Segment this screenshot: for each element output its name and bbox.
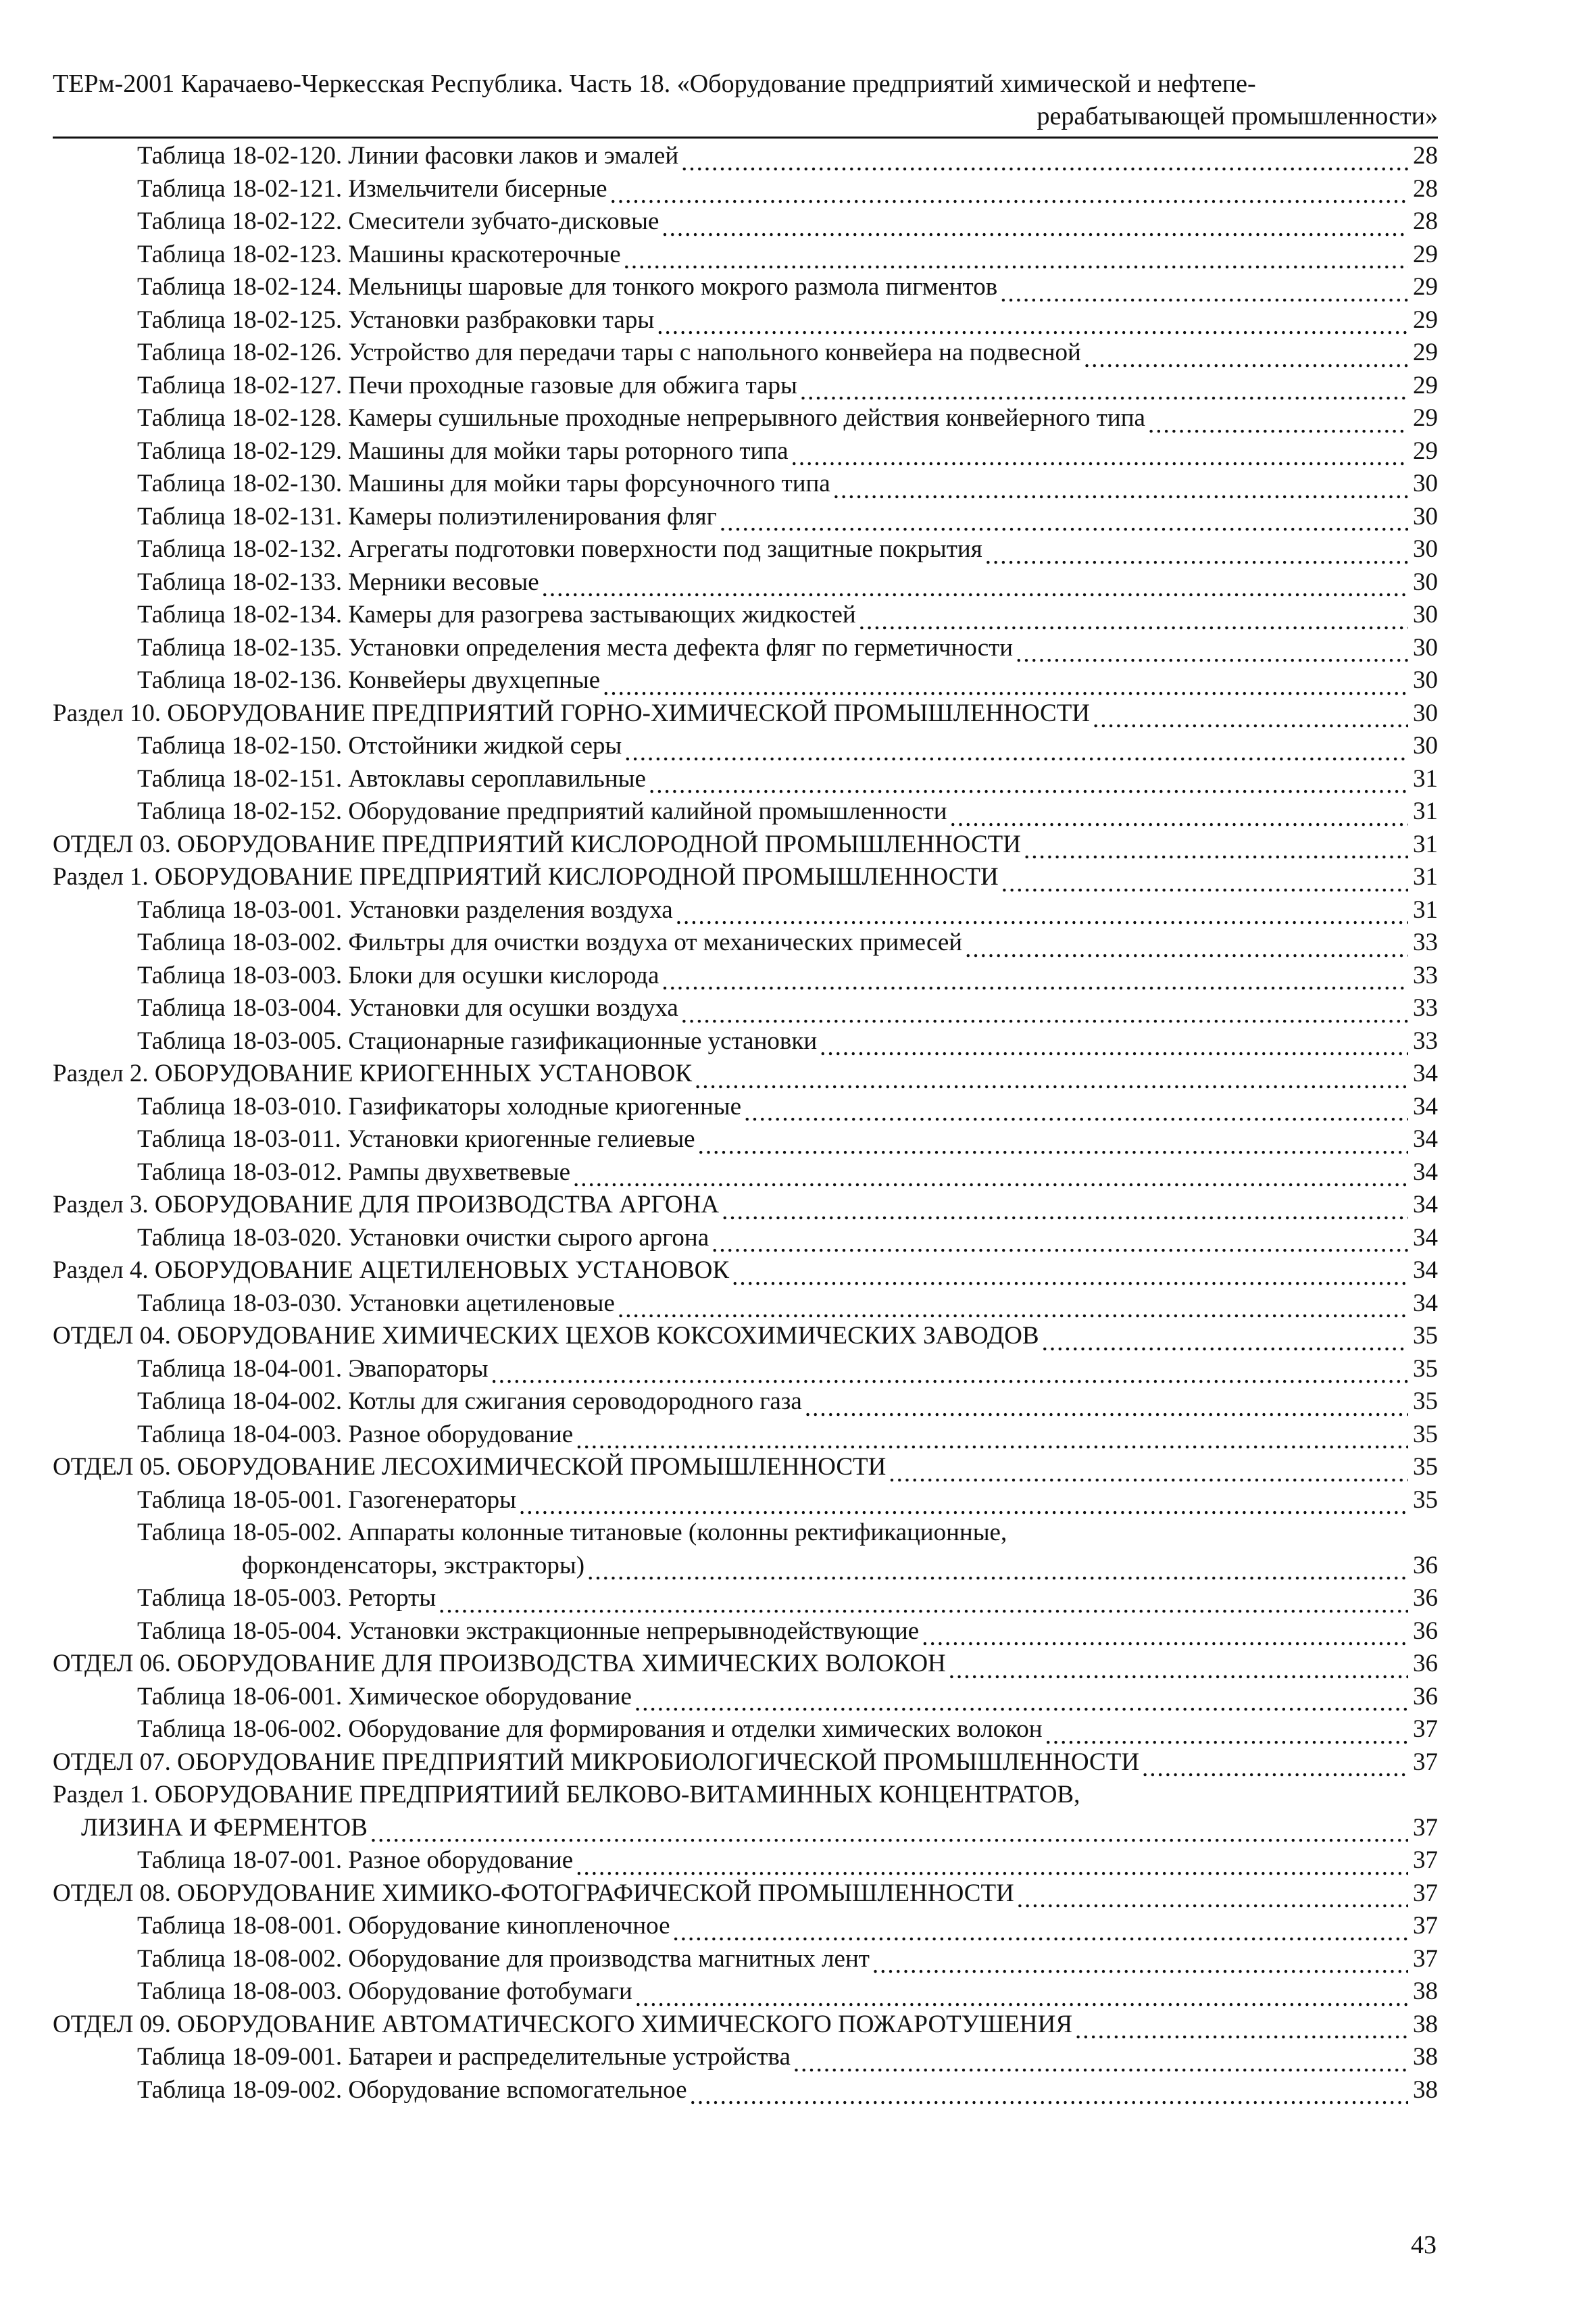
toc-entry-title: Таблица 18-02-152. Оборудование предприятий калийной промышленности [137, 797, 947, 825]
toc-entry-page: 37 [1413, 1912, 1438, 1940]
toc-dot-leader [1045, 1720, 1408, 1745]
toc-dot-leader [732, 1261, 1408, 1286]
toc-entry-title: Таблица 18-03-012. Рампы двухветвевые [137, 1158, 571, 1186]
toc-entry-page: 37 [1413, 1715, 1438, 1743]
toc-entry[interactable] [53, 697, 1438, 731]
toc-dot-leader [673, 1917, 1408, 1942]
toc-dot-leader [573, 1162, 1408, 1187]
toc-entry-title: Таблица 18-07-001. Разное оборудование [137, 1846, 574, 1874]
toc-entry-page: 33 [1413, 994, 1438, 1022]
toc-dot-leader [722, 1196, 1408, 1221]
toc-entry-page: 28 [1413, 142, 1438, 170]
toc-dot-leader [695, 1064, 1408, 1089]
toc-entry[interactable] [53, 927, 1438, 960]
running-header [53, 68, 1438, 132]
toc-entry-title: ЛИЗИНА И ФЕРМЕНТОВ [81, 1813, 368, 1842]
toc-entry-page: 30 [1413, 568, 1438, 596]
toc-entry-title: Таблица 18-05-002. Аппараты колонные титановые (колонны ректификационные, [137, 1519, 1007, 1546]
toc-dot-leader [833, 474, 1408, 499]
toc-dot-leader [744, 1097, 1408, 1122]
toc-entry-title: Раздел 1. ОБОРУДОВАНИЕ ПРЕДПРИЯТИИЙ БЕЛКОВО-ВИТАМИННЫХ КОНЦЕНТРАТОВ, [53, 1781, 1080, 1808]
toc-entry-page: 37 [1413, 1748, 1438, 1776]
toc-entry-title: Таблица 18-02-136. Конвейеры двухцепные [137, 666, 601, 694]
toc-entry-title: ОТДЕЛ 08. ОБОРУДОВАНИЕ ХИМИКО-ФОТОГРАФИЧЕСКОЙ ПРОМЫШЛЕННОСТИ [53, 1879, 1014, 1907]
toc-entry-page: 38 [1413, 2075, 1438, 2104]
toc-entry-title: Таблица 18-03-003. Блоки для осушки кислорода [137, 961, 659, 989]
toc-entry-title: ОТДЕЛ 06. ОБОРУДОВАНИЕ ДЛЯ ПРОИЗВОДСТВА ХИМИЧЕСКИХ ВОЛОКОН [53, 1650, 946, 1677]
toc-entry-page: 33 [1413, 1027, 1438, 1055]
toc-entry-title: Таблица 18-02-135. Установки определения места дефекта фляг по герметичности [137, 633, 1014, 662]
toc-dot-leader [805, 1392, 1408, 1417]
toc-entry[interactable] [53, 861, 1438, 894]
toc-entry-page: 30 [1413, 732, 1438, 760]
toc-entry[interactable] [53, 173, 1438, 206]
toc-entry[interactable] [53, 894, 1438, 927]
toc-dot-leader [624, 245, 1408, 270]
toc-entry-page: 29 [1413, 437, 1438, 465]
toc-dot-leader [681, 999, 1408, 1024]
toc-entry-page: 31 [1413, 830, 1438, 858]
toc-dot-leader [791, 441, 1408, 466]
toc-entry[interactable] [53, 1091, 1438, 1124]
toc-dot-leader [820, 1031, 1408, 1056]
toc-entry-title: Таблица 18-02-123. Машины краскотерочные [137, 240, 621, 268]
toc-dot-leader [1148, 409, 1408, 434]
table-of-contents [53, 140, 1438, 2107]
toc-entry-page: 31 [1413, 895, 1438, 924]
toc-entry[interactable] [53, 370, 1438, 403]
toc-dot-leader [618, 1294, 1408, 1319]
toc-entry[interactable] [53, 763, 1438, 796]
toc-entry[interactable] [53, 795, 1438, 829]
page-number: 43 [1411, 2231, 1437, 2259]
header-line-2: рерабатывающей промышленности» [1037, 102, 1438, 130]
toc-entry[interactable] [53, 1844, 1438, 1877]
toc-entry-page: 35 [1413, 1420, 1438, 1448]
toc-entry-page: 33 [1413, 929, 1438, 956]
toc-entry-page: 34 [1413, 1125, 1438, 1153]
toc-entry[interactable] [53, 960, 1438, 993]
toc-dot-leader [1084, 343, 1408, 368]
toc-dot-leader [712, 1228, 1408, 1253]
toc-entry[interactable] [53, 1517, 1438, 1550]
toc-dot-leader [985, 540, 1408, 565]
toc-entry-page: 34 [1413, 1060, 1438, 1087]
toc-dot-leader [587, 1556, 1408, 1581]
toc-entry[interactable] [53, 2009, 1438, 2042]
toc-entry[interactable] [53, 1025, 1438, 1058]
toc-dot-leader [610, 179, 1408, 204]
toc-dot-leader [800, 376, 1408, 401]
toc-dot-leader [634, 1687, 1408, 1712]
toc-entry-title: ОТДЕЛ 09. ОБОРУДОВАНИЕ АВТОМАТИЧЕСКОГО ХИМИЧЕСКОГО ПОЖАРОТУШЕНИЯ [53, 2010, 1073, 2038]
toc-dot-leader [872, 1949, 1408, 1974]
toc-entry[interactable] [53, 1550, 1438, 1583]
toc-entry-page: 36 [1413, 1584, 1438, 1612]
toc-entry[interactable] [53, 1746, 1438, 1779]
toc-entry-page: 37 [1413, 1879, 1438, 1907]
toc-entry-title: Таблица 18-03-030. Установки ацетиленовые [137, 1289, 615, 1317]
toc-entry[interactable] [53, 1877, 1438, 1911]
toc-entry[interactable] [53, 1713, 1438, 1746]
toc-entry[interactable] [53, 140, 1438, 173]
header-rule [53, 137, 1438, 139]
toc-dot-leader [576, 1425, 1408, 1450]
toc-entry-page: 34 [1413, 1158, 1438, 1186]
toc-entry[interactable] [53, 1975, 1438, 2009]
toc-entry-title: Раздел 2. ОБОРУДОВАНИЕ КРИОГЕННЫХ УСТАНОВОК [53, 1060, 693, 1087]
toc-dot-leader [698, 1130, 1408, 1155]
toc-entry-page: 34 [1413, 1256, 1438, 1284]
toc-entry-title: Таблица 18-02-133. Мерники весовые [137, 568, 539, 596]
toc-entry-title: Таблица 18-02-127. Печи проходные газовые для обжига тары [137, 371, 797, 399]
toc-entry-page: 34 [1413, 1191, 1438, 1218]
toc-entry-page: 30 [1413, 535, 1438, 563]
toc-entry-title: Таблица 18-08-001. Оборудование кинопленочное [137, 1912, 670, 1940]
toc-dot-leader [635, 1982, 1408, 2007]
toc-entry-page: 33 [1413, 961, 1438, 989]
toc-entry[interactable] [53, 1451, 1438, 1484]
toc-entry-title: Таблица 18-03-010. Газификаторы холодные криогенные [137, 1092, 742, 1121]
toc-entry-title: Таблица 18-05-004. Установки экстракционные непрерывнодействующие [137, 1617, 920, 1645]
toc-entry-title: Таблица 18-03-020. Установки очистки сырого аргона [137, 1223, 709, 1252]
toc-entry-title: Таблица 18-03-004. Установки для осушки воздуха [137, 994, 678, 1022]
toc-dot-leader [1075, 2015, 1408, 2040]
toc-dot-leader [1042, 1327, 1408, 1352]
toc-entry[interactable] [53, 1189, 1438, 1222]
toc-entry-title: ОТДЕЛ 05. ОБОРУДОВАНИЕ ЛЕСОХИМИЧЕСКОЙ ПРОМЫШЛЕННОСТИ [53, 1453, 887, 1481]
toc-entry-title: Таблица 18-02-131. Камеры полиэтиленирования фляг [137, 502, 717, 531]
toc-entry-title: Таблица 18-06-002. Оборудование для формирования и отделки химических волокон [137, 1715, 1043, 1743]
toc-dot-leader [576, 1851, 1408, 1876]
toc-entry-title: Таблица 18-05-001. Газогенераторы [137, 1485, 517, 1514]
toc-entry-page: 34 [1413, 1289, 1438, 1317]
toc-entry[interactable] [53, 1812, 1438, 1845]
toc-entry[interactable] [53, 1582, 1438, 1615]
toc-entry[interactable] [53, 1419, 1438, 1452]
toc-dot-leader [1093, 704, 1408, 729]
toc-entry-page: 35 [1413, 1354, 1438, 1383]
toc-entry-title: ОТДЕЛ 03. ОБОРУДОВАНИЕ ПРЕДПРИЯТИЙ КИСЛОРОДНОЙ ПРОМЫШЛЕННОСТИ [53, 830, 1021, 858]
toc-entry-title: Таблица 18-02-130. Машины для мойки тары форсуночного типа [137, 470, 830, 497]
toc-dot-leader [491, 1359, 1408, 1384]
toc-entry[interactable] [53, 2074, 1438, 2107]
toc-entry[interactable] [53, 1123, 1438, 1156]
toc-entry-title: Таблица 18-08-002. Оборудование для производства магнитных лент [137, 1944, 870, 1973]
toc-entry-title: Таблица 18-02-121. Измельчители бисерные [137, 174, 607, 203]
toc-entry-title: ОТДЕЛ 04. ОБОРУДОВАНИЕ ХИМИЧЕСКИХ ЦЕХОВ КОКСОХИМИЧЕСКИХ ЗАВОДОВ [53, 1322, 1039, 1350]
toc-entry[interactable] [53, 1058, 1438, 1091]
toc-entry[interactable] [53, 1779, 1438, 1812]
toc-dot-leader [1000, 278, 1408, 303]
toc-entry-page: 28 [1413, 207, 1438, 235]
toc-dot-leader [662, 212, 1408, 237]
toc-dot-leader [649, 769, 1408, 794]
toc-dot-leader [690, 2080, 1408, 2105]
toc-entry-title: Таблица 18-05-003. Реторты [137, 1584, 437, 1612]
toc-entry[interactable] [53, 337, 1438, 370]
toc-entry-page: 30 [1413, 502, 1438, 531]
toc-entry[interactable] [53, 1681, 1438, 1714]
toc-entry-page: 35 [1413, 1453, 1438, 1481]
toc-entry[interactable] [53, 1254, 1438, 1287]
toc-entry-page: 30 [1413, 666, 1438, 694]
toc-entry-title: Таблица 18-03-011. Установки криогенные гелиевые [137, 1125, 695, 1153]
toc-entry-page: 34 [1413, 1223, 1438, 1252]
toc-entry[interactable] [53, 599, 1438, 632]
toc-entry[interactable] [53, 1353, 1438, 1386]
toc-entry-title: Таблица 18-02-124. Мельницы шаровые для тонкого мокрого размола пигментов [137, 273, 998, 301]
toc-entry-page: 31 [1413, 764, 1438, 793]
toc-dot-leader [889, 1458, 1408, 1483]
toc-dot-leader [370, 1818, 1408, 1843]
toc-dot-leader [519, 1490, 1408, 1515]
toc-entry-title: Таблица 18-02-150. Отстойники жидкой серы [137, 732, 622, 760]
toc-entry[interactable] [53, 1222, 1438, 1255]
toc-entry-page: 35 [1413, 1387, 1438, 1415]
toc-entry[interactable] [53, 1287, 1438, 1321]
toc-dot-leader [624, 737, 1408, 762]
toc-entry-title: Таблица 18-04-002. Котлы для сжигания сероводородного газа [137, 1387, 802, 1415]
toc-entry-page: 29 [1413, 240, 1438, 268]
toc-entry-page: 29 [1413, 339, 1438, 366]
toc-dot-leader [793, 2048, 1408, 2073]
toc-entry-page: 36 [1413, 1551, 1438, 1579]
toc-dot-leader [1017, 1884, 1408, 1909]
toc-dot-leader [1016, 638, 1408, 663]
toc-entry[interactable] [53, 239, 1438, 272]
toc-entry[interactable] [53, 664, 1438, 697]
toc-entry-page: 34 [1413, 1092, 1438, 1121]
toc-entry[interactable] [53, 533, 1438, 566]
toc-entry-title: Таблица 18-02-151. Автоклавы сероплавильные [137, 764, 646, 793]
toc-entry-title: Таблица 18-04-003. Разное оборудование [137, 1420, 574, 1448]
toc-entry-page: 30 [1413, 470, 1438, 497]
toc-entry-page: 29 [1413, 305, 1438, 334]
toc-entry-title: Таблица 18-02-125. Установки разбраковки тары [137, 305, 655, 334]
toc-entry-title: Таблица 18-02-122. Смесители зубчато-дисковые [137, 207, 659, 235]
header-line-1: ТЕРм-2001 Карачаево-Черкесская Республика. Часть 18. «Оборудование предприятий химической и нефтепе- [53, 70, 1256, 98]
toc-entry[interactable] [53, 730, 1438, 763]
toc-entry[interactable] [53, 271, 1438, 304]
toc-dot-leader [1142, 1752, 1408, 1777]
toc-entry[interactable] [53, 1648, 1438, 1681]
toc-dot-leader [965, 933, 1408, 958]
toc-entry-title: Таблица 18-03-002. Фильтры для очистки воздуха от механических примесей [137, 929, 963, 956]
toc-entry-title: Таблица 18-02-134. Камеры для разогрева застывающих жидкостей [137, 601, 856, 629]
toc-entry[interactable] [53, 566, 1438, 599]
toc-entry-page: 30 [1413, 601, 1438, 629]
toc-entry-title: Раздел 3. ОБОРУДОВАНИЕ ДЛЯ ПРОИЗВОДСТВА АРГОНА [53, 1191, 720, 1218]
toc-dot-leader [657, 310, 1408, 335]
toc-entry-page: 31 [1413, 797, 1438, 825]
toc-entry-page: 29 [1413, 404, 1438, 432]
toc-entry-page: 38 [1413, 1977, 1438, 2005]
toc-entry[interactable] [53, 1484, 1438, 1517]
toc-entry-page: 29 [1413, 371, 1438, 399]
toc-entry-page: 36 [1413, 1617, 1438, 1645]
toc-entry-page: 28 [1413, 174, 1438, 203]
toc-entry[interactable] [53, 205, 1438, 239]
toc-entry[interactable] [53, 992, 1438, 1025]
toc-dot-leader [1001, 868, 1408, 893]
toc-entry[interactable] [53, 435, 1438, 468]
toc-entry[interactable] [53, 304, 1438, 337]
toc-entry-title: Таблица 18-09-001. Батареи и распределительные устройства [137, 2043, 791, 2071]
toc-entry-page: 35 [1413, 1485, 1438, 1514]
toc-dot-leader [676, 900, 1408, 925]
toc-entry-page: 29 [1413, 273, 1438, 301]
toc-dot-leader [859, 606, 1408, 631]
toc-dot-leader [603, 671, 1408, 696]
toc-dot-leader [950, 802, 1408, 827]
toc-entry-title: Таблица 18-06-001. Химическое оборудование [137, 1682, 632, 1710]
toc-entry-page: 38 [1413, 2043, 1438, 2071]
toc-entry[interactable] [53, 1910, 1438, 1943]
toc-dot-leader [439, 1589, 1408, 1614]
toc-entry[interactable] [53, 1385, 1438, 1419]
toc-entry[interactable] [53, 501, 1438, 534]
toc-entry-title: Таблица 18-02-126. Устройство для передачи тары с напольного конвейера на подвесной [137, 339, 1081, 366]
toc-entry-title: Раздел 1. ОБОРУДОВАНИЕ ПРЕДПРИЯТИЙ КИСЛОРОДНОЙ ПРОМЫШЛЕННОСТИ [53, 863, 999, 891]
toc-entry[interactable] [53, 468, 1438, 501]
toc-entry-page: 38 [1413, 2010, 1438, 2038]
toc-dot-leader [1024, 835, 1408, 860]
toc-entry-page: 37 [1413, 1944, 1438, 1973]
toc-entry-page: 35 [1413, 1322, 1438, 1350]
toc-entry-title: Раздел 10. ОБОРУДОВАНИЕ ПРЕДПРИЯТИЙ ГОРНО-ХИМИЧЕСКОЙ ПРОМЫШЛЕННОСТИ [53, 699, 1091, 727]
toc-entry-title: ОТДЕЛ 07. ОБОРУДОВАНИЕ ПРЕДПРИЯТИЙ МИКРОБИОЛОГИЧЕСКОЙ ПРОМЫШЛЕННОСТИ [53, 1748, 1140, 1776]
toc-entry-title: Таблица 18-02-120. Линии фасовки лаков и эмалей [137, 142, 679, 170]
toc-dot-leader [922, 1621, 1408, 1646]
toc-entry-page: 31 [1413, 863, 1438, 891]
toc-dot-leader [542, 572, 1408, 597]
toc-entry-page: 30 [1413, 699, 1438, 727]
toc-entry-page: 36 [1413, 1650, 1438, 1677]
toc-entry-title: Таблица 18-02-128. Камеры сушильные проходные непрерывного действия конвейерного типа [137, 404, 1145, 432]
toc-entry[interactable] [53, 829, 1438, 862]
toc-entry-title: Таблица 18-04-001. Эвапораторы [137, 1354, 489, 1383]
toc-entry[interactable] [53, 402, 1438, 435]
toc-entry-page: 37 [1413, 1813, 1438, 1842]
toc-entry-title: Таблица 18-03-001. Установки разделения воздуха [137, 895, 673, 924]
toc-entry[interactable] [53, 1156, 1438, 1189]
toc-dot-leader [662, 966, 1408, 991]
toc-entry-title: форконденсаторы, экстракторы) [242, 1551, 585, 1579]
toc-entry-title: Таблица 18-09-002. Оборудование вспомогательное [137, 2075, 687, 2104]
toc-entry[interactable] [53, 632, 1438, 665]
toc-entry[interactable] [53, 2041, 1438, 2074]
toc-entry-title: Раздел 4. ОБОРУДОВАНИЕ АЦЕТИЛЕНОВЫХ УСТАНОВОК [53, 1256, 730, 1284]
toc-entry-title: Таблица 18-02-132. Агрегаты подготовки поверхности под защитные покрытия [137, 535, 982, 563]
toc-entry[interactable] [53, 1943, 1438, 1976]
toc-entry[interactable] [53, 1615, 1438, 1648]
toc-dot-leader [681, 147, 1408, 172]
toc-entry-title: Таблица 18-08-003. Оборудование фотобумаги [137, 1977, 632, 2005]
toc-dot-leader [949, 1654, 1408, 1679]
toc-entry-page: 37 [1413, 1846, 1438, 1874]
toc-entry-page: 30 [1413, 633, 1438, 662]
toc-entry-title: Таблица 18-03-005. Стационарные газификационные установки [137, 1027, 818, 1055]
toc-dot-leader [720, 507, 1408, 532]
toc-entry-page: 36 [1413, 1682, 1438, 1710]
toc-entry-title: Таблица 18-02-129. Машины для мойки тары роторного типа [137, 437, 789, 465]
toc-entry[interactable] [53, 1320, 1438, 1353]
